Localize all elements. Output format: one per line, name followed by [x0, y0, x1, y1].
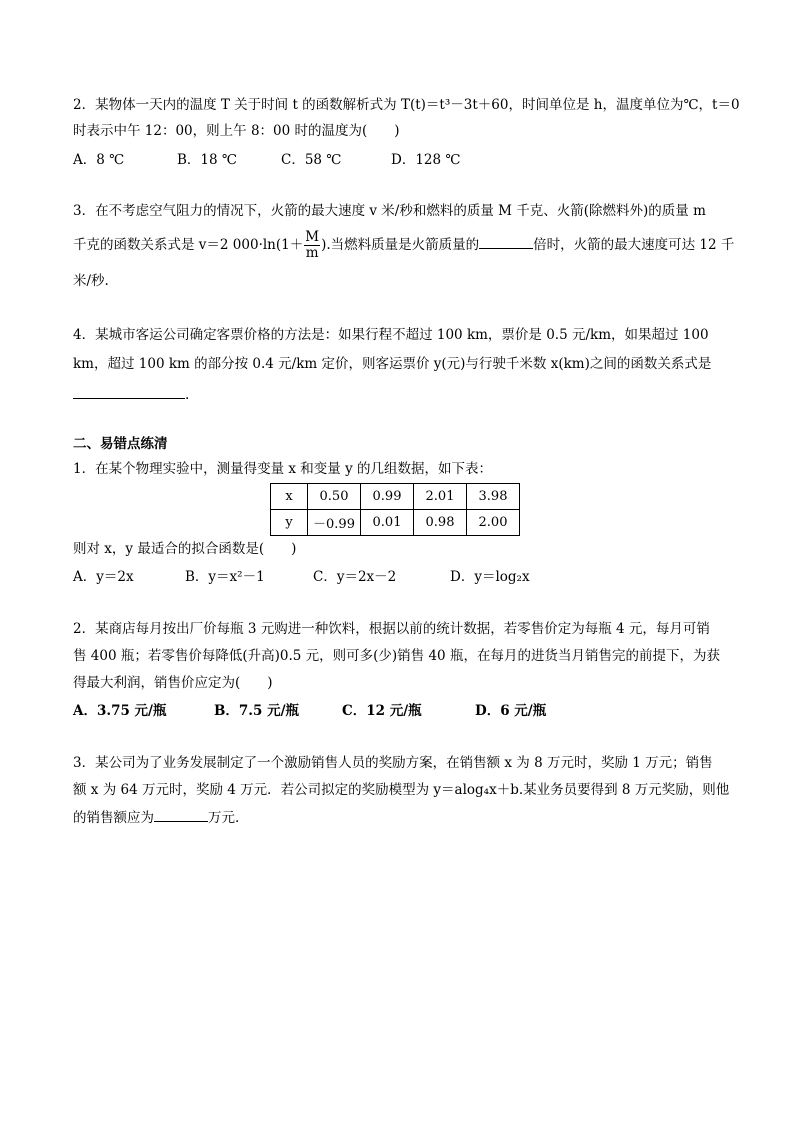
s2-q2-option-b: B．7.5 元/瓶 [214, 703, 300, 719]
s2-q3-stem-line1: 3．某公司为了业务发展制定了一个激励销售人员的奖励方案，在销售额 x 为 8 万元时，奖励 1 万元；销售 [73, 755, 713, 771]
s2-q1-option-a: A．y＝2x [73, 569, 134, 585]
fraction-denominator: m [305, 245, 319, 261]
mass-ratio-fraction [304, 230, 320, 261]
q3-formula-prefix: 千克的函数关系式是 v＝2 000·ln(1＋ [73, 237, 304, 253]
s2-q2-stem-line2: 售 400 瓶；若零售价每降低(升高)0.5 元，则可多(少)销售 40 瓶，在每月的进货当月销售完的前提下，为获 [73, 648, 720, 664]
table-row [271, 510, 520, 536]
q4-stem-line1: 4．某城市客运公司确定客票价格的方法是：如果行程不超过 100 km，票价是 0.5 元/km，如果超过 100 [73, 327, 709, 343]
s2-q1-stem-line1: 1．在某个物理实验中，测量得变量 x 和变量 y 的几组数据，如下表： [73, 461, 492, 477]
s2-q3-answer-blank[interactable] [154, 807, 208, 822]
q2-stem-line2: 时表示中午 12：00，则上午 8：00 时的温度为( ) [73, 123, 400, 139]
q2-option-a: A．8 ℃ [73, 152, 125, 168]
s2-q2-option-c: C．12 元/瓶 [342, 703, 422, 719]
s2-q1-option-d: D．y＝log₂x [450, 569, 530, 585]
q4-stem-line2: km，超过 100 km 的部分按 0.4 元/km 定价，则客运票价 y(元)与行驶千米数 x(km)之间的函数关系式是 [73, 356, 712, 372]
q2-option-b: B．18 ℃ [177, 152, 237, 168]
s2-q1-option-c: C．y＝2x－2 [313, 569, 397, 585]
s2-q2-options [73, 702, 546, 720]
q4-stem-line3 [73, 384, 189, 404]
measurement-table [270, 483, 520, 536]
q3-stem-end: 倍时，火箭的最大速度可达 12 千 [533, 237, 735, 253]
table-cell: －0.99 [308, 510, 361, 536]
s2-q3-stem-line2: 额 x 为 64 万元时，奖励 4 万元．若公司拟定的奖励模型为 y＝alog₄x＋b.某业务员要得到 8 万元奖励，则他 [73, 782, 730, 798]
q2-option-d: D．128 ℃ [391, 152, 461, 168]
q4-period: . [185, 387, 190, 403]
q2-options [73, 151, 460, 169]
s2-q1-option-b: B．y＝x²－1 [185, 569, 265, 585]
table-cell: 3.98 [467, 484, 520, 510]
s2-q3-suffix: 万元. [208, 810, 240, 826]
table-row [271, 484, 520, 510]
s2-q1-stem-line2: 则对 x，y 最适合的拟合函数是( ) [73, 541, 297, 557]
table-cell: 0.98 [414, 510, 467, 536]
section-title: 二、易错点练清 [73, 436, 168, 452]
q2-option-c: C．58 ℃ [281, 152, 342, 168]
q3-formula-suffix: ).当燃料质量是火箭质量的 [321, 237, 480, 253]
table-cell: 0.99 [361, 484, 414, 510]
q3-answer-blank[interactable] [479, 234, 533, 249]
fraction-numerator: M [305, 229, 320, 245]
q3-stem-line3: 米/秒. [73, 273, 109, 289]
q3-stem-line2 [73, 230, 734, 261]
s2-q3-prefix: 的销售额应为 [73, 810, 154, 826]
table-cell: 2.01 [414, 484, 467, 510]
q2-stem-line1: 2．某物体一天内的温度 T 关于时间 t 的函数解析式为 T(t)＝t³－3t＋60，时间单位是 h，温度单位为℃，t＝0 [73, 97, 740, 113]
q4-answer-blank[interactable] [73, 384, 185, 399]
s2-q2-stem-line1: 2．某商店每月按出厂价每瓶 3 元购进一种饮料，根据以前的统计数据，若零售价定为每瓶 4 元，每月可销 [73, 621, 710, 637]
q3-stem-line1: 3．在不考虑空气阻力的情况下，火箭的最大速度 v 米/秒和燃料的质量 M 千克、火箭(除燃料外)的质量 m [73, 203, 706, 219]
table-cell: 2.00 [467, 510, 520, 536]
s2-q2-option-d: D．6 元/瓶 [475, 703, 547, 719]
table-cell: 0.50 [308, 484, 361, 510]
s2-q1-options [73, 568, 530, 586]
table-cell: x [271, 484, 308, 510]
s2-q3-stem-line3 [73, 807, 239, 827]
table-cell: y [271, 510, 308, 536]
s2-q2-stem-line3: 得最大利润，销售价应定为( ) [73, 675, 273, 691]
s2-q2-option-a: A．3.75 元/瓶 [73, 703, 167, 719]
table-cell: 0.01 [361, 510, 414, 536]
